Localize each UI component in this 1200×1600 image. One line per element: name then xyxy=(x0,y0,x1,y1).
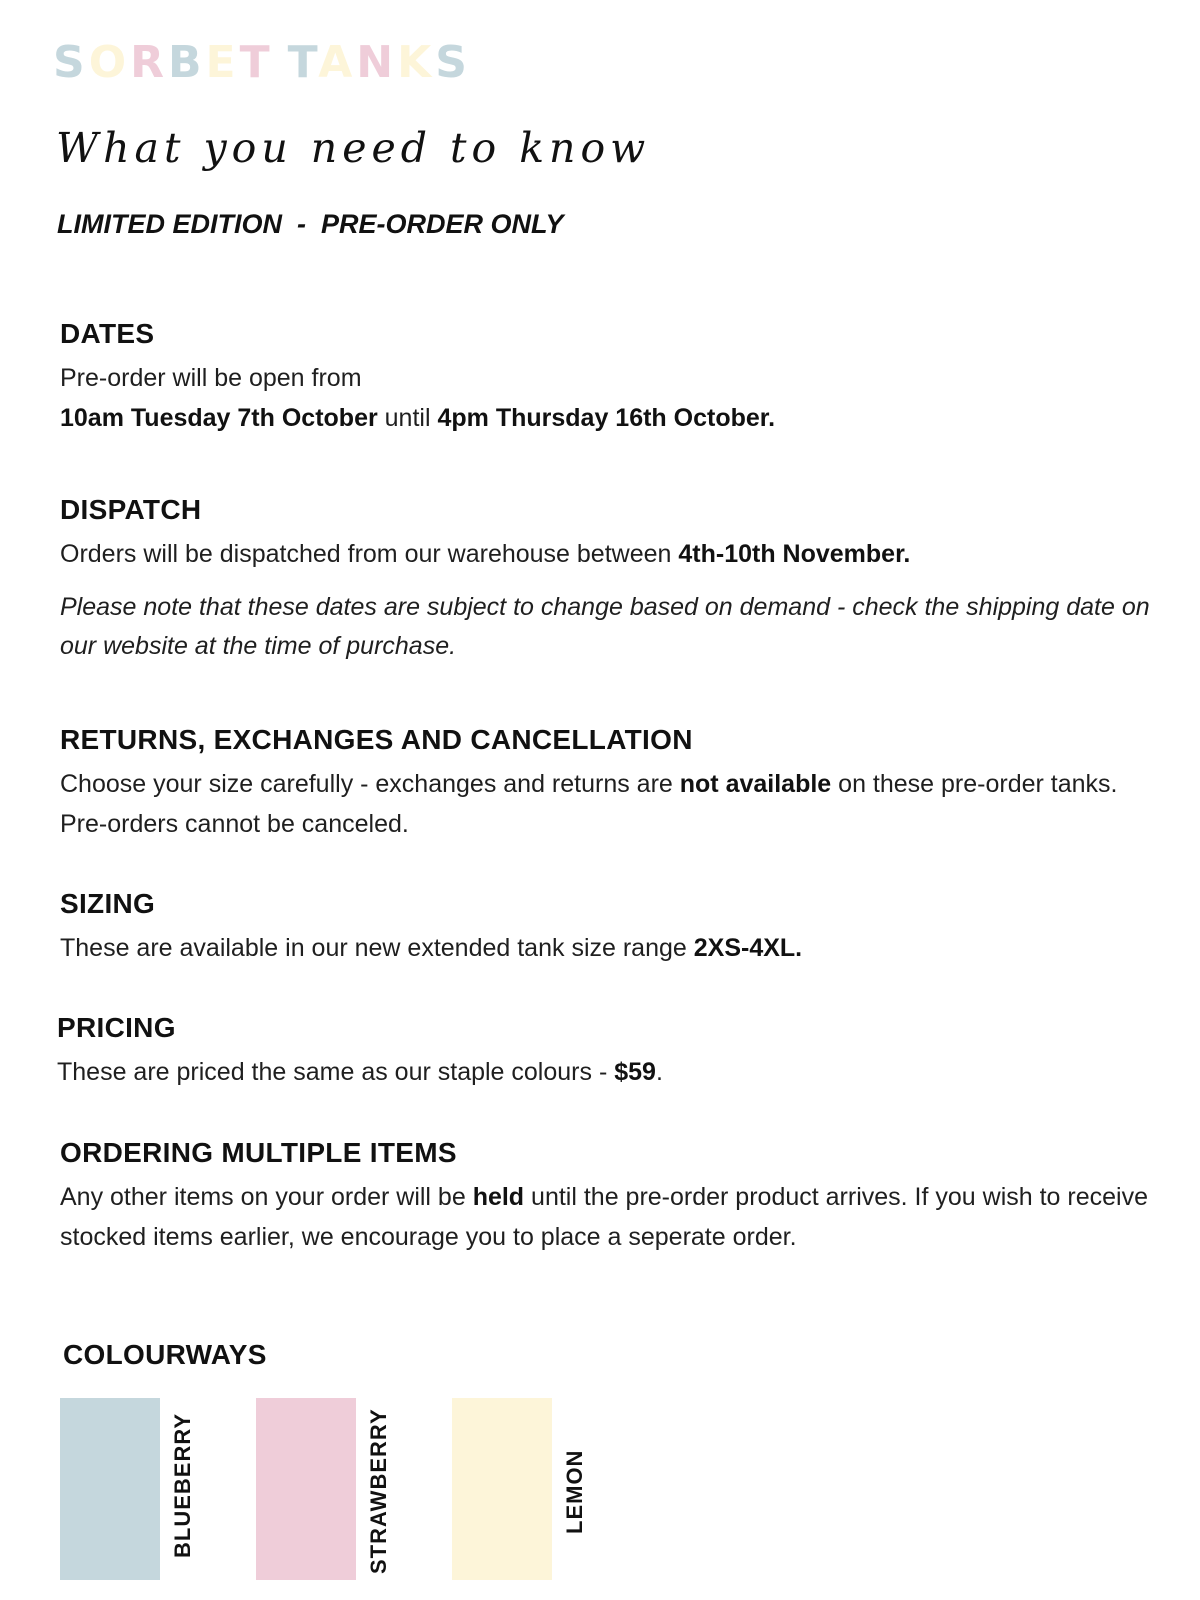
swatch-label-strawberry: STRAWBERRY xyxy=(366,1408,391,1574)
logo-letter: N xyxy=(356,37,398,88)
logo-letter: B xyxy=(168,37,206,88)
dates-start: 10am Tuesday 7th October xyxy=(60,404,378,432)
dates-section xyxy=(60,316,1150,438)
returns-text xyxy=(60,764,1150,844)
logo-letter: S xyxy=(435,37,471,88)
dates-heading: DATES xyxy=(60,318,155,349)
ordering-after: until the pre-order product arrives. If you wish to receive stocked items earlier, we encourage you to place a seperate order. xyxy=(60,1183,1148,1251)
dates-text xyxy=(60,358,1150,438)
logo-letter: O xyxy=(88,37,131,88)
pricing-text xyxy=(57,1052,1147,1092)
ordering-text xyxy=(60,1177,1150,1257)
ordering-section xyxy=(60,1135,1150,1257)
logo-letter: T xyxy=(287,37,319,88)
swatch-label-blueberry: BLUEBERRY xyxy=(170,1412,195,1558)
sizing-heading: SIZING xyxy=(60,888,156,919)
logo-letter: E xyxy=(205,37,240,88)
sizing-intro: These are available in our new extended tank size range xyxy=(60,934,694,962)
returns-emphasis: not available xyxy=(679,770,832,798)
returns-section xyxy=(60,722,1150,844)
brand-logo xyxy=(53,36,471,90)
ordering-before: Any other items on your order will be xyxy=(60,1183,473,1211)
swatch-lemon xyxy=(452,1398,552,1580)
returns-heading: RETURNS, EXCHANGES AND CANCELLATION xyxy=(60,724,693,755)
dates-until: until xyxy=(377,404,438,432)
logo-letter: K xyxy=(397,37,436,88)
sizing-range: 2XS-4XL. xyxy=(693,934,803,962)
pricing-intro: These are priced the same as our staple colours - xyxy=(57,1058,615,1086)
dispatch-section xyxy=(60,492,1150,666)
swatch-blueberry xyxy=(60,1398,160,1580)
swatch-strawberry xyxy=(256,1398,356,1580)
dates-intro: Pre-order will be open from xyxy=(60,364,362,392)
sizing-section xyxy=(60,886,1150,968)
pricing-end: . xyxy=(655,1058,663,1086)
ordering-heading: ORDERING MULTIPLE ITEMS xyxy=(60,1137,457,1168)
logo-letter: T xyxy=(239,37,274,88)
dispatch-heading: DISPATCH xyxy=(60,494,202,525)
returns-after: on these pre-order tanks. Pre-orders cannot be canceled. xyxy=(60,770,1118,838)
sizing-text xyxy=(60,928,1150,968)
dispatch-note: Please note that these dates are subject to change based on demand - check the shipping date on our website at the time of purchase. xyxy=(60,593,1150,660)
page-subtitle: What you need to know xyxy=(56,124,651,172)
dates-end: 4pm Thursday 16th October. xyxy=(437,404,776,432)
dispatch-range: 4th-10th November. xyxy=(678,540,911,568)
pricing-section xyxy=(57,1010,1147,1092)
dispatch-text xyxy=(60,534,1150,574)
colourways-section xyxy=(63,1337,1153,1373)
dispatch-intro: Orders will be dispatched from our warehouse between xyxy=(60,540,679,568)
logo-letter: R xyxy=(130,37,168,88)
pricing-heading: PRICING xyxy=(57,1012,176,1043)
colourways-heading: COLOURWAYS xyxy=(63,1339,267,1370)
logo-letter: A xyxy=(318,37,357,88)
pricing-price: $59 xyxy=(614,1058,656,1086)
swatch-label-lemon: LEMON xyxy=(562,1449,587,1534)
tagline: LIMITED EDITION - PRE-ORDER ONLY xyxy=(57,209,564,239)
returns-before: Choose your size carefully - exchanges and returns are xyxy=(60,770,680,798)
ordering-emphasis: held xyxy=(472,1183,525,1211)
logo-letter: S xyxy=(53,37,89,88)
